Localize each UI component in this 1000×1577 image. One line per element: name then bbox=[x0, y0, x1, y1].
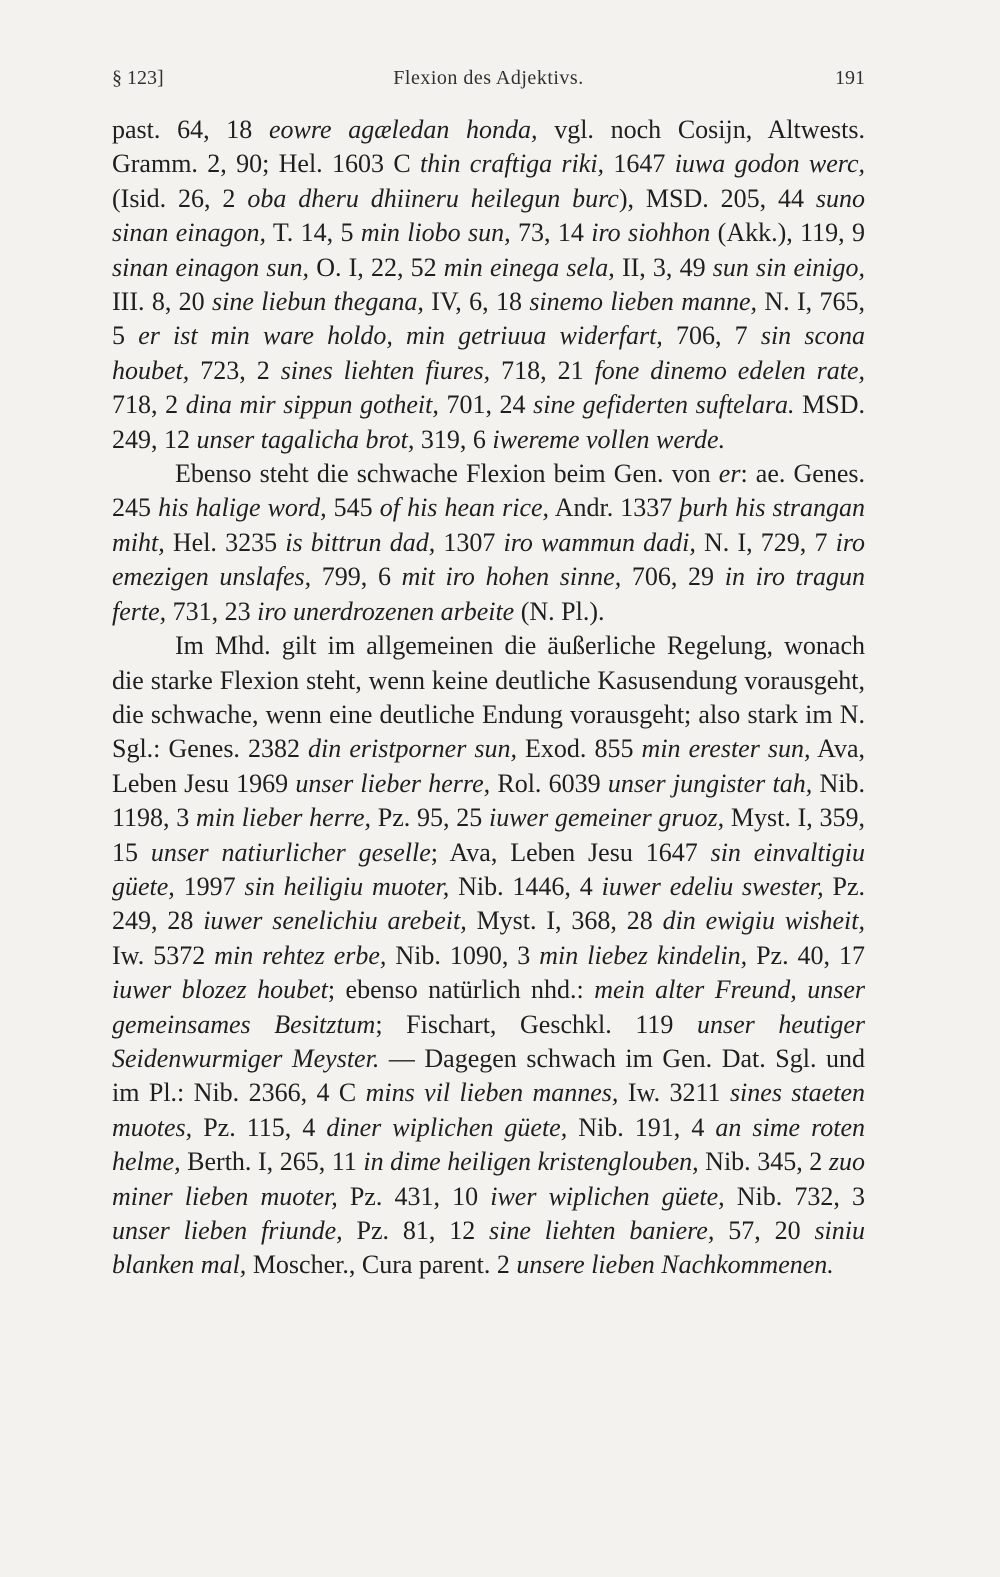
cited-phrase: unser lieber herre, bbox=[295, 768, 491, 798]
text-run: (Akk.), 119, 9 bbox=[710, 218, 866, 248]
text-run: Pz. 249, 28 bbox=[112, 871, 866, 936]
text-run: 799, 6 bbox=[311, 562, 402, 592]
text-run: Nib. 1090, 3 bbox=[386, 940, 540, 970]
text-run: (N. Pl.). bbox=[514, 596, 605, 626]
cited-phrase: suno sinan einagon, bbox=[112, 183, 865, 248]
text-run: Iw. 3211 bbox=[618, 1078, 730, 1108]
text-run: IV, 6, 18 bbox=[423, 287, 530, 317]
cited-phrase: sin scona houbet, bbox=[112, 321, 866, 385]
cited-phrase: in iro tragun ferte, bbox=[112, 562, 866, 626]
cited-phrase: min lieber herre, bbox=[196, 803, 372, 833]
text-run: Rol. 6039 bbox=[490, 768, 608, 798]
cited-phrase: mein alter Freund, unser gemeinsames Besitztum bbox=[112, 975, 865, 1039]
cited-phrase: unser tagalicha brot, bbox=[196, 424, 415, 454]
text-run: Exod. 855 bbox=[517, 734, 642, 764]
running-title: Flexion des Adjektivs. bbox=[393, 67, 584, 89]
cited-phrase: sines staeten muotes, bbox=[112, 1078, 865, 1142]
cited-phrase: er ist min ware holdo, min getriuua widerfart, bbox=[138, 321, 663, 351]
text-run: ), MSD. 205, 44 bbox=[618, 183, 816, 213]
text-run: T. 14, 5 bbox=[265, 218, 361, 248]
text-run: Pz. 81, 12 bbox=[342, 1216, 490, 1245]
cited-phrase: unser jungister tah, bbox=[607, 768, 813, 798]
cited-phrase: iuwer edeliu swester, bbox=[601, 871, 824, 901]
cited-phrase: sin einvaltigiu güete, bbox=[112, 837, 865, 901]
cited-phrase: iuwer senelichiu arebeit, bbox=[203, 906, 467, 936]
cited-phrase: sun sin einigo, bbox=[712, 252, 866, 282]
body-text bbox=[112, 113, 865, 1283]
cited-phrase: sines liehten fiures, bbox=[280, 355, 491, 385]
cited-phrase: zuo miner lieben muoter, bbox=[112, 1147, 865, 1211]
text-run: O. I, 22, 52 bbox=[309, 252, 444, 282]
cited-phrase: sine gefiderten suftelara. bbox=[533, 390, 795, 420]
cited-phrase: sinemo lieben manne, bbox=[529, 287, 758, 317]
text-run: 718, 2 bbox=[112, 390, 186, 420]
cited-phrase: min einega sela, bbox=[443, 252, 615, 282]
cited-phrase: iro unerdrozenen arbeite bbox=[257, 596, 515, 626]
text-run: Nib. 1446, 4 bbox=[449, 871, 602, 901]
cited-phrase: iro emezigen unslafes, bbox=[112, 527, 866, 592]
cited-phrase: eowre agæledan honda, bbox=[268, 115, 538, 144]
cited-phrase: þurh his strangan miht, bbox=[112, 493, 866, 557]
cited-phrase: iuwer blozez houbet bbox=[112, 975, 328, 1005]
cited-phrase: mit iro hohen sinne, bbox=[401, 562, 622, 592]
text-run: Andr. 1337 bbox=[549, 493, 680, 523]
cited-phrase: unser lieben friunde, bbox=[112, 1216, 343, 1245]
cited-phrase: sine liehten baniere, bbox=[489, 1216, 715, 1245]
cited-phrase: din ewigiu wisheit, bbox=[662, 906, 865, 936]
paragraph-3 bbox=[112, 629, 865, 1283]
page-number: 191 bbox=[835, 67, 865, 89]
text-run: 701, 24 bbox=[438, 390, 534, 420]
section-reference: § 123] bbox=[112, 67, 164, 89]
cited-phrase: his halige word, bbox=[158, 493, 327, 523]
cited-phrase: unser natiurlicher geselle bbox=[150, 837, 431, 867]
cited-phrase: of his hean rice, bbox=[379, 493, 550, 523]
cited-phrase: is bittrun dad, bbox=[285, 527, 436, 557]
cited-phrase: sine liebun thegana, bbox=[212, 287, 424, 317]
cited-phrase: er bbox=[718, 459, 741, 489]
cited-phrase: sinan einagon sun, bbox=[112, 252, 310, 282]
text-run: Nib. 732, 3 bbox=[724, 1181, 866, 1211]
text-run: ; Ava, Leben Jesu 1647 bbox=[430, 837, 711, 867]
paragraph-2 bbox=[112, 457, 865, 629]
text-run: Pz. 115, 4 bbox=[192, 1112, 327, 1142]
text-run: II, 3, 49 bbox=[614, 252, 713, 282]
text-run: Hel. 3235 bbox=[164, 527, 286, 557]
cited-phrase: unsere lieben Nachkommenen. bbox=[516, 1250, 834, 1280]
text-run: N. I, 765, 5 bbox=[112, 287, 865, 351]
text-run: 706, 7 bbox=[662, 321, 761, 351]
text-run: Nib. 345, 2 bbox=[698, 1147, 829, 1177]
cited-phrase: iuwa godon werc, bbox=[674, 149, 865, 179]
text-run: 718, 21 bbox=[490, 355, 595, 385]
paragraph-1 bbox=[112, 113, 865, 457]
cited-phrase: iro siohhon bbox=[591, 218, 711, 248]
text-run: Ebenso steht die schwache Flexion beim Gen. von bbox=[175, 459, 719, 489]
text-run: III. 8, 20 bbox=[112, 287, 213, 317]
text-run: vgl. noch Cosijn, Altwests. Gramm. 2, 90; Hel. 1603 C bbox=[112, 115, 865, 179]
cited-phrase: iuwer gemeiner gruoz, bbox=[488, 803, 725, 833]
text-run: 723, 2 bbox=[189, 355, 281, 385]
text-run: N. I, 729, 7 bbox=[695, 527, 836, 557]
cited-phrase: min rehtez erbe, bbox=[214, 940, 387, 970]
text-run: MSD. 249, 12 bbox=[112, 390, 866, 454]
cited-phrase: unser heutiger Seidenwurmiger Meyster. bbox=[112, 1009, 865, 1073]
text-run: ; Fischart, Geschkl. 119 bbox=[375, 1009, 697, 1039]
cited-phrase: min erester sun, bbox=[641, 734, 811, 764]
text-run: ; ebenso natürlich nhd.: bbox=[327, 975, 595, 1005]
text-run: 731, 23 bbox=[166, 596, 258, 626]
cited-phrase: iwer wiplichen güete, bbox=[490, 1181, 725, 1211]
cited-phrase: an sime roten helme, bbox=[112, 1112, 866, 1177]
cited-phrase: in dime heiligen kristenglouben, bbox=[363, 1147, 699, 1177]
cited-phrase: mins vil lieben mannes, bbox=[365, 1078, 619, 1108]
cited-phrase: min liobo sun, bbox=[360, 218, 511, 248]
text-run: Pz. 40, 17 bbox=[747, 940, 866, 970]
text-run: Myst. I, 368, 28 bbox=[466, 906, 663, 936]
text-run: — Dagegen schwach im Gen. Dat. Sgl. und im Pl.: Nib. 2366, 4 C bbox=[112, 1043, 866, 1108]
text-run: Myst. I, 359, 15 bbox=[112, 803, 866, 867]
cited-phrase: iro wammun dadi, bbox=[503, 527, 696, 557]
text-run: Pz. 95, 25 bbox=[371, 803, 489, 833]
text-run: 545 bbox=[326, 493, 380, 523]
text-run: Pz. 431, 10 bbox=[337, 1181, 491, 1211]
cited-phrase: diner wiplichen güete, bbox=[326, 1112, 568, 1142]
text-run: 73, 14 bbox=[510, 218, 592, 248]
text-run: Im Mhd. gilt im allgemeinen die äußerliche Regelung, wonach die starke Flexion steht, wenn keine deutliche Kasusendung vorausgeht, die schwache, wenn eine deutliche Endung vorausgeht; also stark im N. Sgl.: Genes. 2382 bbox=[112, 631, 865, 764]
cited-phrase: sin heiligiu muoter, bbox=[244, 871, 450, 901]
text-run: Nib. 191, 4 bbox=[567, 1112, 716, 1142]
cited-phrase: iwereme vollen werde. bbox=[492, 424, 726, 454]
cited-phrase: oba dheru dhiineru heilegun burc bbox=[247, 183, 619, 213]
text-run: Ava, Leben Jesu 1969 bbox=[112, 734, 866, 798]
text-run: past. 64, 18 bbox=[112, 115, 269, 144]
text-run: Berth. I, 265, 11 bbox=[180, 1147, 364, 1177]
cited-phrase: thin craftiga riki, bbox=[420, 149, 605, 179]
cited-phrase: din eristporner sun, bbox=[308, 734, 517, 764]
text-run: 57, 20 bbox=[714, 1216, 815, 1245]
text-run: 319, 6 bbox=[414, 424, 493, 454]
cited-phrase: dina mir sippun gotheit, bbox=[185, 390, 439, 420]
text-run: 1647 bbox=[604, 149, 675, 179]
cited-phrase: min liebez kindelin, bbox=[539, 940, 748, 970]
text-run: Moscher., Cura parent. 2 bbox=[246, 1250, 517, 1280]
text-run: Iw. 5372 bbox=[112, 940, 215, 970]
cited-phrase: fone dinemo edelen rate, bbox=[594, 355, 866, 385]
text-run: 1997 bbox=[174, 871, 245, 901]
text-run: : ae. Genes. 245 bbox=[112, 459, 865, 523]
text-run: 706, 29 bbox=[621, 562, 725, 592]
text-run: (Isid. 26, 2 bbox=[112, 183, 248, 213]
text-run: 1307 bbox=[435, 527, 504, 557]
cited-phrase: siniu blanken mal, bbox=[112, 1216, 866, 1280]
text-run: Nib. 1198, 3 bbox=[112, 768, 865, 833]
